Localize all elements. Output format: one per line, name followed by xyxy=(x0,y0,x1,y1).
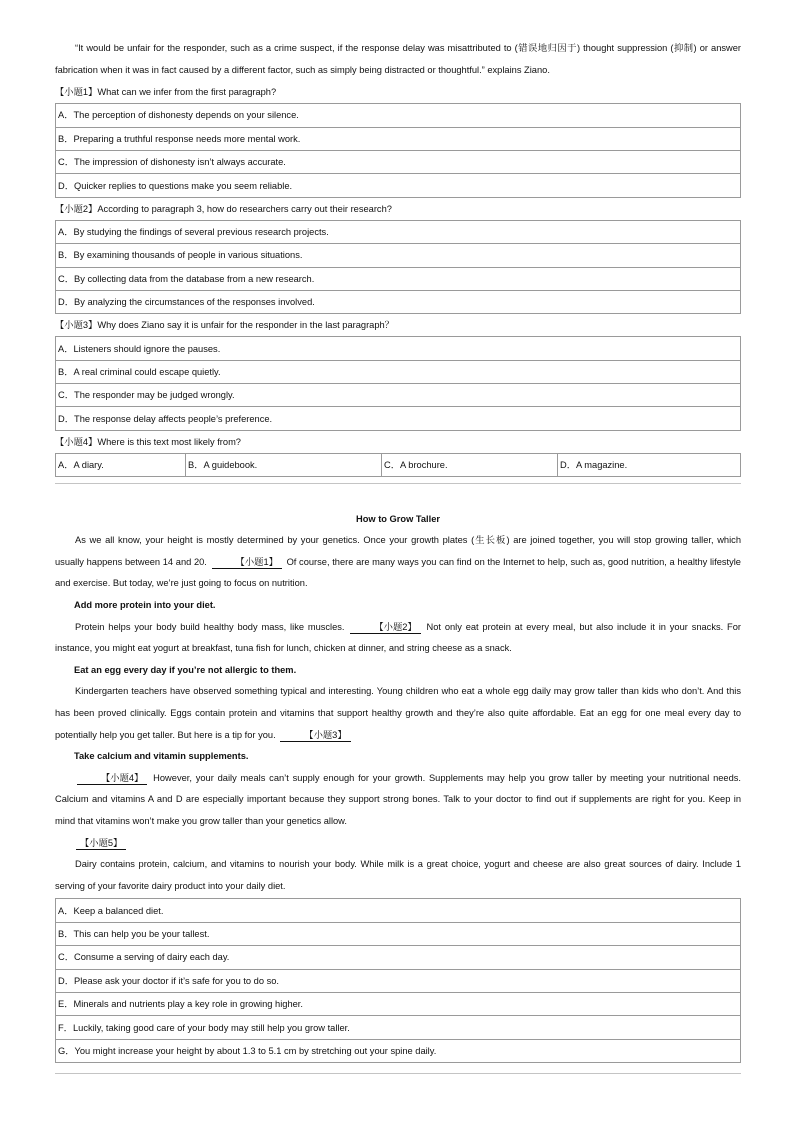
heading-protein: Add more protein into your diet. xyxy=(74,600,216,611)
passage-title: How to Grow Taller xyxy=(355,514,441,525)
paragraph-1-text-b: Of course, there are many ways you can find on the Internet to help, such as, good nutrition, a healthy lifestyle and exercise. But today, we’re just going to focus on nutrition. xyxy=(55,556,741,589)
blank-option-d[interactable]: D．Please ask your doctor if it’s safe for you to do so. xyxy=(56,969,741,992)
question-1-option-b[interactable]: B．Preparing a truthful response needs more mental work. xyxy=(56,127,741,150)
paragraph-1 xyxy=(55,530,741,595)
blank-options xyxy=(55,898,741,1063)
paragraph-2-text-b: Not only eat protein at every meal, but also include it in your snacks. For instance, you might eat yogurt at breakfast, tuna fish for lunch, chicken at dinner, and string cheese as a snack. xyxy=(55,621,741,654)
bottom-divider xyxy=(55,1073,741,1074)
question-2-options xyxy=(55,220,741,315)
question-3-option-d[interactable]: D．The response delay affects people’s preference. xyxy=(56,407,741,430)
question-1-option-c[interactable]: C．The impression of dishonesty isn’t always accurate. xyxy=(56,150,741,173)
question-4-options xyxy=(55,453,741,477)
question-3-option-c[interactable]: C．The responder may be judged wrongly. xyxy=(56,384,741,407)
question-3-option-a[interactable]: A．Listeners should ignore the pauses. xyxy=(56,337,741,360)
question-1-option-a[interactable]: A．The perception of dishonesty depends on your silence. xyxy=(56,104,741,127)
question-2-option-a[interactable]: A．By studying the findings of several previous research projects. xyxy=(56,220,741,243)
question-4-stem: 【小题4】Where is this text most likely from? xyxy=(55,436,241,447)
question-2-stem: 【小题2】According to paragraph 3, how do researchers carry out their research? xyxy=(55,203,392,214)
question-3-options xyxy=(55,336,741,431)
question-3-stem: 【小题3】Why does Ziano say it is unfair for the responder in the last paragraph？ xyxy=(55,320,394,331)
blank-4[interactable]: 【小题4】 xyxy=(77,772,147,785)
paragraph-5: Dairy contains protein, calcium, and vitamins to nourish your body. While milk is a great choice, yogurt and cheese are also great sources of dairy. Include 1 serving of your favorite dairy product into your daily diet. xyxy=(55,859,741,891)
blank-option-f[interactable]: F．Luckily, taking good care of your body may still help you grow taller. xyxy=(56,1016,741,1039)
document-page xyxy=(55,38,741,1074)
question-1-stem: 【小题1】What can we infer from the first paragraph? xyxy=(55,87,277,98)
blank-1[interactable]: 【小题1】 xyxy=(212,556,282,569)
blank-option-e[interactable]: E．Minerals and nutrients play a key role in growing higher. xyxy=(56,992,741,1015)
question-2-option-b[interactable]: B．By examining thousands of people in various situations. xyxy=(56,244,741,267)
paragraph-2-text-a: Protein helps your body build healthy body mass, like muscles. xyxy=(75,621,345,632)
blank-option-c[interactable]: C．Consume a serving of dairy each day. xyxy=(56,946,741,969)
paragraph-3 xyxy=(55,681,741,746)
blank-option-b[interactable]: B．This can help you be your tallest. xyxy=(56,922,741,945)
question-3-option-b[interactable]: B．A real criminal could escape quietly. xyxy=(56,360,741,383)
question-4-option-c[interactable]: C．A brochure. xyxy=(382,453,558,476)
question-1-options xyxy=(55,103,741,198)
paragraph-3-text: Kindergarten teachers have observed something typical and interesting. Young children who eat a whole egg daily may grow taller than kids who don’t. And this has been proved clinically. Eggs contain protein and vitamins that support healthy growth and they’re also quite affordable. Eat an egg for one meal every day to potentially help you get taller. But here is a tip for you. xyxy=(55,686,741,740)
question-4-option-d[interactable]: D．A magazine. xyxy=(558,453,741,476)
passage-last-paragraph: “It would be unfair for the responder, such as a crime suspect, if the response delay was misattributed to (错误地归因于) thought suppression (抑制) or answer fabrication when it was in fact caused by a different factor, such as simply being distracted or thoughtful.” explains Ziano. xyxy=(55,43,741,75)
paragraph-4 xyxy=(55,768,741,833)
paragraph-4-text: However, your daily meals can’t supply enough for your growth. Supplements may help you grow taller by meeting your nutritional needs. Calcium and vitamins A and D are especially important because they support strong bones. Talk to your doctor to find out if supplements are right for you. Keep in mind that vitamins won’t make you grow taller than your genetics allow. xyxy=(55,772,741,826)
question-1-option-d[interactable]: D．Quicker replies to questions make you seem reliable. xyxy=(56,174,741,197)
blank-2[interactable]: 【小题2】 xyxy=(350,621,420,634)
question-4-option-a[interactable]: A．A diary. xyxy=(56,453,186,476)
blank-5[interactable]: 【小题5】 xyxy=(76,837,126,850)
paragraph-5-heading xyxy=(55,833,741,855)
paragraph-1-text-a: As we all know, your height is mostly determined by your genetics. Once your growth plates (生长板) are joined together, you will stop growing taller, which usually happens between 14 and 20. xyxy=(55,535,741,567)
question-4-option-b[interactable]: B．A guidebook. xyxy=(186,453,382,476)
heading-egg: Eat an egg every day if you’re not allergic to them. xyxy=(74,664,297,675)
question-2-option-d[interactable]: D．By analyzing the circumstances of the responses involved. xyxy=(56,290,741,313)
blank-option-g[interactable]: G．You might increase your height by about 1.3 to 5.1 cm by stretching out your spine daily. xyxy=(56,1039,741,1062)
blank-option-a[interactable]: A．Keep a balanced diet. xyxy=(56,899,741,922)
heading-supplements: Take calcium and vitamin supplements. xyxy=(74,751,249,762)
blank-3[interactable]: 【小题3】 xyxy=(280,729,350,742)
question-2-option-c[interactable]: C．By collecting data from the database from a new research. xyxy=(56,267,741,290)
paragraph-2 xyxy=(55,617,741,660)
